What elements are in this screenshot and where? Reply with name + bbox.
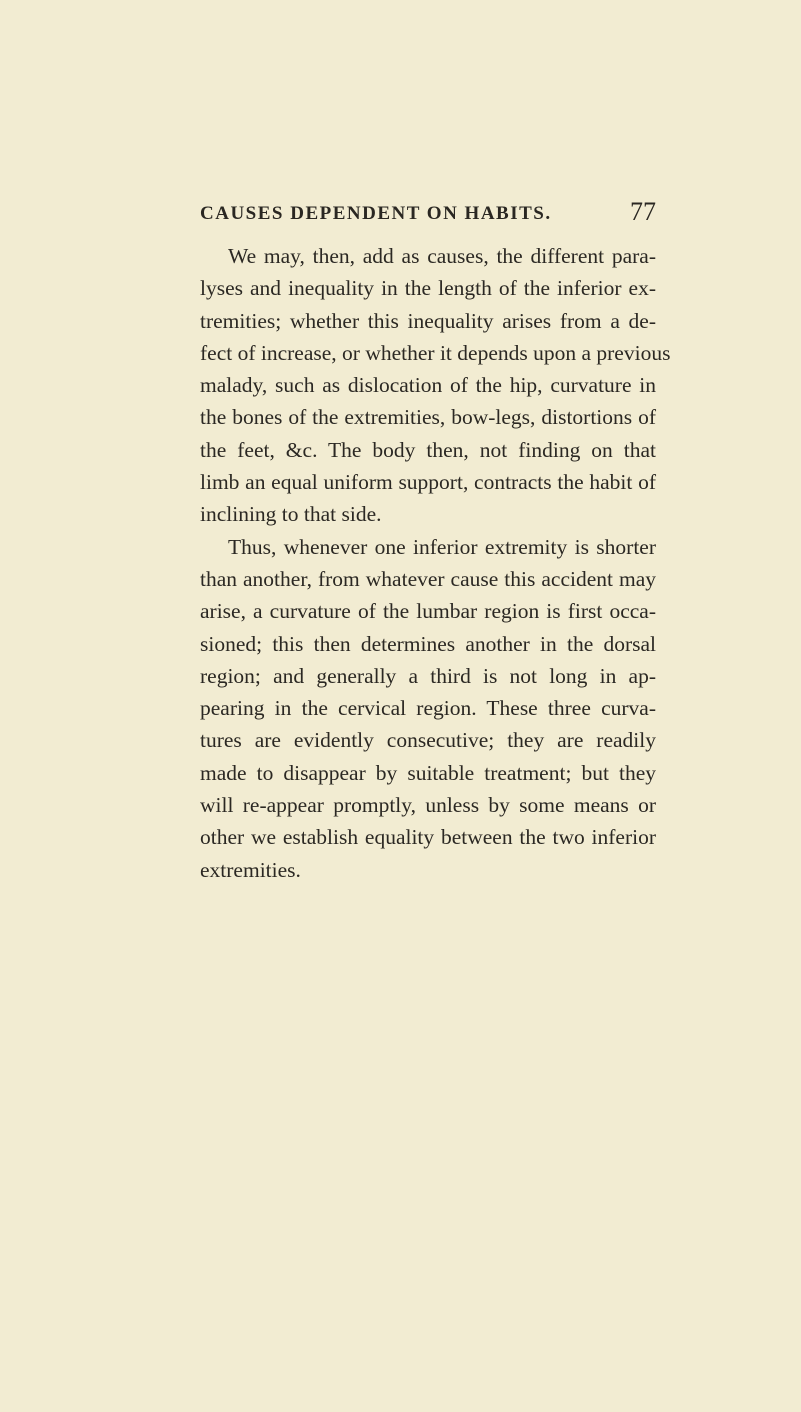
text-line: lyses and inequality in the length of the inferior ex- [200,276,656,301]
text-line: arise, a curvature of the lumbar region is first occa- [200,599,656,624]
text-line: extremities. [200,857,301,882]
text-line: made to disappear by suitable treatment; but they [200,760,656,785]
text-line: tures are evidently consecutive; they are readily [200,728,656,753]
text-line: the bones of the extremities, bow-legs, distortions of [200,405,656,430]
paragraph-1 [200,240,671,531]
text-line: We may, then, add as causes, the different para- [228,244,656,268]
page-number: 77 [630,197,656,226]
body-text [200,240,671,886]
text-line: sioned; this then determines another in the dorsal [200,631,656,656]
text-line: will re-appear promptly, unless by some means or [200,793,656,818]
text-line: limb an equal uniform support, contracts the habit of [200,470,656,495]
text-line: than another, from whatever cause this accident may [200,566,656,591]
text-line: fect of increase, or whether it depends upon a previous [200,340,671,365]
text-line: inclining to that side. [200,502,382,527]
running-head [200,197,656,233]
text-line: Thus, whenever one inferior extremity is shorter [228,534,656,559]
text-line: region; and generally a third is not long in ap- [200,663,656,688]
text-line: tremities; whether this inequality arises from a de- [200,308,656,333]
running-head-title: CAUSES DEPENDENT ON HABITS. [200,203,552,224]
text-line: malady, such as dislocation of the hip, curvature in [200,373,656,398]
paragraph-2 [200,531,656,886]
text-line: the feet, &c. The body then, not finding on that [200,437,656,462]
text-line: pearing in the cervical region. These three curva- [200,696,656,721]
text-line: other we establish equality between the two inferior [200,825,656,850]
